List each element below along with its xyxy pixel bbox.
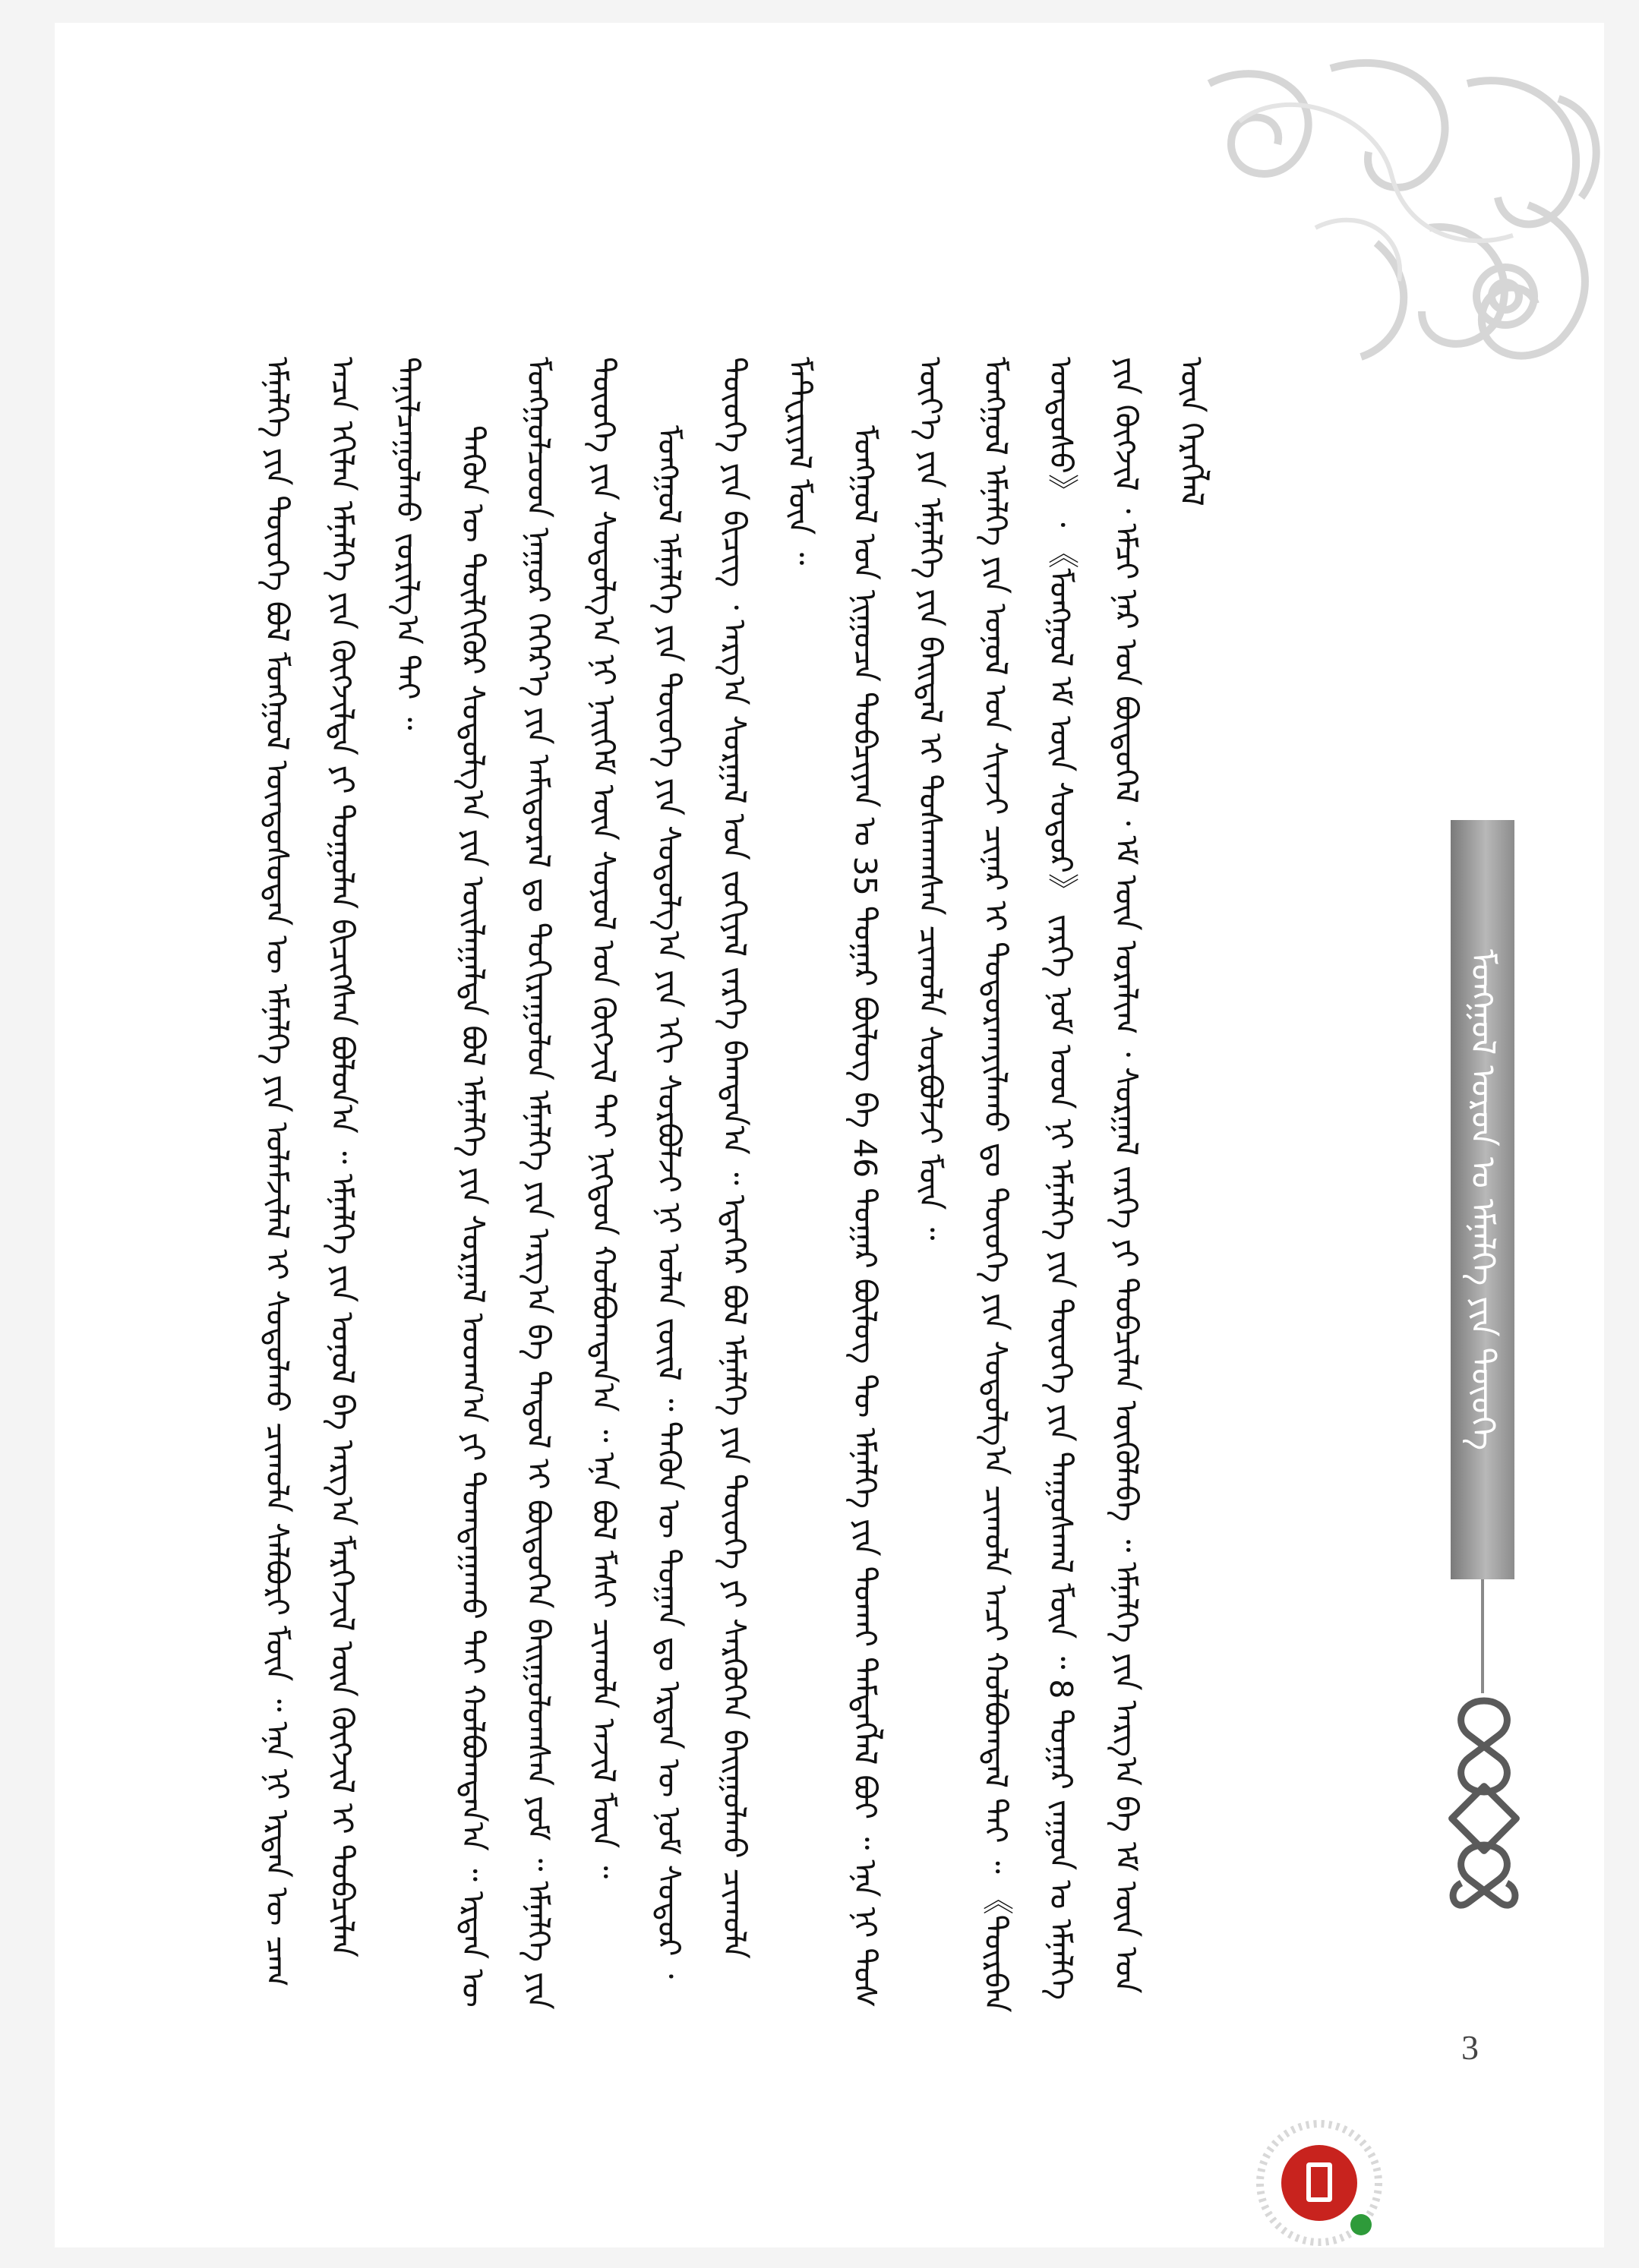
corner-ornament [1179,53,1604,380]
paragraph: ᠲᠡᠭᠦᠨ ᠦ ᠲᠦᠯᠬᠢᠭᠦᠷ ᠰᠤᠳᠤᠯᠭ᠎ᠠ ᠶᠢᠨ ᠣᠢᠯᠠᠭᠠᠯᠲᠠ ᠪᠣᠯ ᠡᠮᠨᠡᠯᠭᠡ ᠶᠢᠨ ᠰᠤᠷᠭᠠᠯ ᠤᠳᠬ᠎ᠠ ᠶᠢ ᠲᠣᠭᠲᠠᠭᠠᠬᠤ ᠲᠠᠢ ᠬᠣᠯᠪᠣᠭᠳᠠᠨ᠎ᠠ ᠃ ᠡᠷᠲᠡᠨ ᠦ ᠮᠣᠩᠭᠣᠯᠴᠤᠳ ᠨᠠᠭᠤᠷ ᠬᠡᠭᠡᠷ᠎ᠡ ᠶᠢᠨ ᠠᠮᠢᠳᠤᠷᠠᠯ ᠳᠤ ᠲᠣᠬᠢᠷᠠᠭᠤᠯᠤᠨ ᠡᠮᠨᠡᠯᠭᠡ ᠶᠢᠨ ᠠᠷᠭ᠎ᠠ ᠪᠠ ᠳᠠᠳᠤᠯ ᠢ ᠪᠦᠲᠦᠭᠡᠨ ᠪᠠᠢᠭᠤᠯᠤᠭᠰᠠᠨ ᠶᠤᠮ ᠃ ᠡᠮᠨᠡᠯᠭᠡ ᠶᠢᠨ ᠲᠦᠦᠬᠡ ᠶᠢᠨ ᠰᠤᠳᠤᠯᠭ᠎ᠠ ᠨᠢ ᠨᠡᠢᠭᠡᠮ ᠦᠨ ᠰᠣᠶᠤᠯ ᠤᠨ ᠬᠥᠭᠵᠢᠯ ᠲᠡᠢ ᠨᠢᠭᠳᠦᠨ ᠬᠣᠯᠪᠣᠭᠳᠠᠨ᠎ᠠ ᠃ ᠡᠨᠡ ᠪᠣᠯ ᠮᠠᠰᠢ ᠴᠢᠬᠤᠯᠠ ᠠᠵᠢᠯ ᠮᠥᠨ ᠃ [455,357,622,2010]
chapter-header-band [1451,820,1514,1579]
endless-knot-icon [1438,1693,1530,1913]
paragraph: ᠮᠣᠩᠭᠣᠯ ᠡᠮᠨᠡᠯᠭᠡ ᠶᠢᠨ ᠲᠦᠦᠬᠡ ᠶᠢᠨ ᠰᠤᠳᠤᠯᠭ᠎ᠠ ᠶᠢᠨ ᠡᠬᠢ ᠰᠤᠷᠪᠤᠯᠵᠢ ᠨᠢ ᠣᠯᠠᠨ ᠵᠦᠢᠯ ᠃ ᠲᠡᠭᠦᠨ ᠦ ᠲᠣᠭᠠᠨ ᠳᠤ ᠡᠷᠲᠡᠨ ᠦ ᠨᠣᠮ ᠰᠤᠳᠤᠷ ᠂ ᠲᠦᠦᠬᠡ ᠶᠢᠨ ᠪᠢᠴᠢᠭ ᠂ ᠠᠷᠭ᠎ᠠ ᠰᠤᠷᠭᠠᠯ ᠤᠨ ᠵᠣᠬᠢᠶᠠᠯ ᠵᠡᠷᠭᠡ ᠪᠠᠭᠲᠠᠨ᠎ᠠ ᠃ ᠡᠳᠡᠭᠡᠷ ᠪᠣᠯ ᠡᠮᠨᠡᠯᠭᠡ ᠶᠢᠨ ᠲᠦᠦᠬᠡ ᠶᠢ ᠰᠡᠷᠭᠦᠭᠡᠨ ᠪᠠᠢᠭᠤᠯᠬᠤ ᠴᠢᠬᠤᠯᠠ ᠮᠠᠲᠸᠷᠢᠶᠠᠯ ᠮᠥᠨ ᠃ [651,357,818,1979]
paragraph: ᠮᠣᠩᠭᠣᠯ ᠤᠨ ᠨᠢᠭᠤᠴᠠ ᠲᠣᠪᠴᠢᠶᠠᠨ ᠤ 35 ᠳᠤᠭᠠᠷ ᠪᠦᠯᠦᠭ ᠪᠠ 46 ᠳᠤᠭᠠᠷ ᠪᠦᠯᠦᠭ ᠲᠦ ᠡᠮᠨᠡᠯᠭᠡ ᠶᠢᠨ ᠲᠤᠬᠠᠢ ᠲᠡᠮᠳᠡᠭᠯᠡᠯ ᠪᠤᠢ ᠃ ᠡᠨᠡ ᠨᠢ ᠲᠤᠰ ᠦᠶ᠎ᠡ ᠶᠢᠨ ᠡᠮᠨᠡᠯᠭᠡ ᠶᠢᠨ ᠪᠠᠢᠳᠠᠯ ᠢ ᠲᠤᠰᠬᠠᠭᠰᠠᠨ ᠴᠢᠬᠤᠯᠠ ᠰᠤᠷᠪᠤᠯᠵᠢ ᠮᠥᠨ ᠃ [847,357,949,2008]
paragraph: ᠡᠮᠨᠡᠯᠭᠡ ᠶᠢᠨ ᠲᠦᠦᠬᠡ ᠪᠣᠯ ᠮᠣᠩᠭᠣᠯ ᠦᠨᠳᠦᠰᠦᠲᠡᠨ ᠦ ᠡᠮᠨᠡᠯᠭᠡ ᠶᠢᠨ ᠤᠯᠠᠮᠵᠢᠯᠠᠯ ᠢ ᠰᠤᠳᠤᠯᠬᠤ ᠴᠢᠬᠤᠯᠠ ᠰᠠᠯᠪᠤᠷᠢ ᠮᠥᠨ ᠃ ᠡᠨᠡ ᠨᠢ ᠡᠷᠲᠡᠨ ᠦ ᠴᠠᠭ ᠠᠴᠠ ᠡᠬᠢᠯᠡᠨ ᠡᠮᠨᠡᠯᠭᠡ ᠶᠢᠨ ᠬᠥᠭᠵᠢᠯᠲᠡ ᠶᠢ ᠲᠣᠭᠣᠯᠠᠨ ᠪᠢᠴᠢᠭᠰᠡᠨ ᠪᠣᠯᠣᠨ᠎ᠠ ᠃ ᠡᠮᠨᠡᠯᠭᠡ ᠶᠢᠨ ᠣᠨᠣᠯ ᠪᠠ ᠠᠷᠭ᠎ᠠ ᠮᠡᠷᠭᠡᠵᠢᠯ ᠦᠨ ᠬᠥᠭᠵᠢᠯ ᠢ ᠲᠣᠪᠴᠢᠯᠠᠨ ᠲᠠᠨᠢᠯᠴᠠᠭᠤᠯᠬᠤ ᠵᠣᠷᠢᠯᠭ᠎ᠠ ᠲᠠᠢ ᠃ [259,357,426,1987]
chapter-title: ᠮᠣᠩᠭᠣᠯ ᠣᠷᠣᠨ ᠤ ᠡᠮᠨᠡᠯᠭᠡ ᠶᠢᠨ ᠲᠦᠦᠬᠡ [1463,948,1502,1451]
seal-stamp-icon [1255,2118,1384,2247]
page-number: 3 [1461,2028,1479,2067]
paragraph: ᠮᠣᠩᠭᠣᠯ ᠡᠮᠨᠡᠯᠭᠡ ᠶᠢᠨ ᠣᠨᠣᠯ ᠤᠨ ᠰᠢᠨᠵᠢ ᠴᠢᠨᠠᠷ ᠢ ᠲᠣᠳᠣᠷᠬᠠᠶᠢᠯᠠᠬᠤ ᠳᠤ ᠲᠦᠦᠬᠡ ᠶᠢᠨ ᠰᠤᠳᠤᠯᠭ᠎ᠠ ᠴᠢᠬᠤᠯᠠ ᠠᠴᠢ ᠬᠣᠯᠪᠣᠭᠳᠠᠯ ᠲᠠᠢ ᠃ 《ᠳᠥᠷᠪᠡᠨ ᠤᠨᠳᠤᠰᠤ》 ᠂ 《ᠮᠣᠩᠭᠣᠯ ᠡᠮ ᠦᠨ ᠰᠤᠳᠤᠷ》 ᠵᠡᠷᠭᠡ ᠨᠣᠮ ᠤᠳ ᠨᠢ ᠡᠮᠨᠡᠯᠭᠡ ᠶᠢᠨ ᠲᠦᠦᠬᠡ ᠶᠢᠨ ᠳᠠᠭᠤᠰᠬᠠᠯ ᠮᠥᠨ ᠃ 8 ᠳᠤᠭᠠᠷ ᠵᠠᠭᠤᠨ ᠤ ᠡᠮᠨᠡᠯᠭᠡ ᠶᠢᠨ ᠬᠥᠭᠵᠢᠯ ᠂ ᠡᠮᠴᠢ ᠨᠠᠷ ᠤᠨ ᠪᠦᠲᠦᠭᠡᠯ ᠂ ᠡᠮ ᠦᠨ ᠤᠷᠠᠯᠢᠭ ᠂ ᠰᠤᠷᠭᠠᠯ ᠵᠡᠷᠭᠡ ᠶᠢ ᠲᠣᠪᠴᠢᠯᠠᠨ ᠥᠭᠦᠯᠡᠪᠡ ᠃ ᠡᠮᠨᠡᠯᠭᠡ ᠶᠢᠨ ᠠᠷᠭ᠎ᠠ ᠪᠠ ᠡᠮ ᠦᠨ ᠡᠳ ᠦᠨ ᠬᠡᠷᠡᠭᠯᠡᠯ [977,357,1210,2013]
page [55,23,1604,2247]
body-text [245,357,1422,2042]
header-divider [1481,1579,1484,1693]
